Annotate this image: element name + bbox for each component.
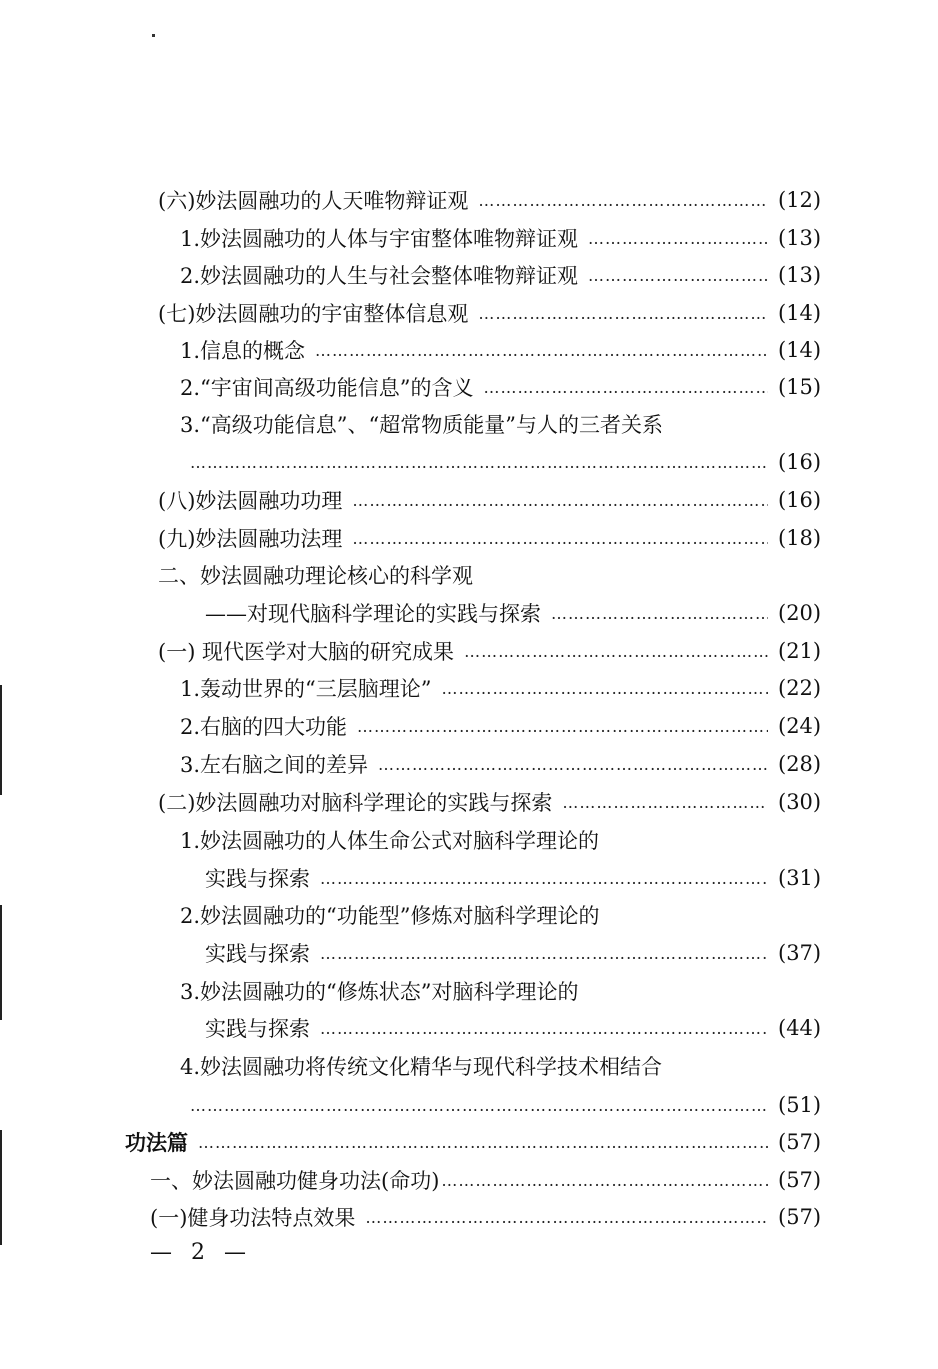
toc-entry-page: (31) (778, 866, 822, 890)
toc-entry-title: 实践与探索 (205, 867, 310, 891)
toc-entry-title: 1.妙法圆融功的人体与宇宙整体唯物辩证观 (180, 227, 579, 251)
toc-entry-title: (一)健身功法特点效果 (150, 1206, 356, 1230)
toc-entry (158, 485, 830, 515)
toc-entry (180, 335, 830, 365)
scan-speck (152, 34, 155, 37)
toc-entry (158, 298, 830, 328)
dot-leader (352, 491, 768, 510)
dot-leader (378, 755, 768, 774)
toc-entry-title: 2.妙法圆融功的“功能型”修炼对脑科学理论的 (180, 904, 600, 928)
toc-entry-page: (12) (778, 188, 822, 212)
toc-entry-continuation (205, 938, 830, 968)
toc-entry (158, 185, 830, 215)
toc-entry-page: (16) (778, 488, 822, 512)
dot-leader (484, 378, 768, 397)
dot-leader (365, 1208, 768, 1227)
toc-entry-page: (15) (778, 375, 822, 399)
dot-leader (315, 341, 768, 360)
toc-entry-title: 3.左右脑之间的差异 (180, 753, 369, 777)
toc-entry-title: (八)妙法圆融功功理 (158, 489, 343, 513)
dot-leader (190, 1096, 768, 1115)
toc-entry-continuation (205, 863, 830, 893)
toc-entry-page: (57) (778, 1205, 822, 1229)
toc-entry-page: (20) (778, 601, 822, 625)
toc-entry-title: 2.“宇宙间高级功能信息”的含义 (180, 376, 474, 400)
dot-leader (588, 266, 768, 285)
toc-entry (180, 409, 830, 439)
toc-entry-page: (51) (778, 1093, 822, 1117)
dot-leader (190, 453, 768, 472)
toc-entry-continuation (190, 1090, 830, 1120)
toc-entry-page: (22) (778, 676, 822, 700)
toc-entry-page: (13) (778, 263, 822, 287)
dot-leader (320, 944, 768, 963)
dot-leader (198, 1133, 768, 1152)
dot-leader (320, 1019, 768, 1038)
dot-leader (464, 642, 768, 661)
toc-entry-title: 实践与探索 (205, 942, 310, 966)
toc-entry-page: (18) (778, 526, 822, 550)
toc-entry (180, 372, 830, 402)
toc-entry (158, 523, 830, 553)
toc-entry-title: (二)妙法圆融功对脑科学理论的实践与探索 (158, 791, 553, 815)
toc-entry-title: (七)妙法圆融功的宇宙整体信息观 (158, 302, 469, 326)
toc-entry-title: 3.妙法圆融功的“修炼状态”对脑科学理论的 (180, 980, 579, 1004)
scan-edge-mark (0, 685, 2, 795)
toc-entry-continuation (190, 447, 830, 477)
toc-entry (150, 1165, 830, 1195)
toc-entry-page: (37) (778, 941, 822, 965)
toc-entry (180, 749, 830, 779)
toc-entry (180, 673, 830, 703)
dot-leader (441, 1171, 768, 1190)
dot-leader (478, 304, 768, 323)
toc-entry-title: 1.轰动世界的“三层脑理论” (180, 677, 432, 701)
toc-entry (180, 711, 830, 741)
page-number: — 2 — (150, 1240, 252, 1265)
dot-leader (320, 869, 768, 888)
toc-entry (180, 1051, 830, 1081)
toc-entry-page: (14) (778, 338, 822, 362)
scan-edge-mark (0, 1130, 2, 1245)
toc-entry-page: (13) (778, 226, 822, 250)
scan-edge-mark (0, 905, 2, 1020)
dot-leader (588, 229, 768, 248)
toc-entry-title: (九)妙法圆融功法理 (158, 527, 343, 551)
dot-leader (357, 717, 768, 736)
toc-part-heading (125, 1127, 830, 1157)
toc-entry-title: (六)妙法圆融功的人天唯物辩证观 (158, 189, 469, 213)
toc-entry-page: (16) (778, 450, 822, 474)
toc-entry (180, 976, 830, 1006)
toc-entry-title: (一) 现代医学对大脑的研究成果 (158, 640, 455, 664)
toc-entry (158, 636, 830, 666)
toc-entry-continuation (205, 1013, 830, 1043)
toc-entry (158, 787, 830, 817)
toc-entry (180, 900, 830, 930)
toc-entry (180, 260, 830, 290)
toc-entry-page: (28) (778, 752, 822, 776)
toc-entry-page: (57) (778, 1168, 822, 1192)
toc-entry-title: 二、妙法圆融功理论核心的科学观 (158, 564, 473, 588)
toc-entry-title: 实践与探索 (205, 1017, 310, 1041)
dot-leader (442, 679, 768, 698)
toc-entry-page: (24) (778, 714, 822, 738)
toc-entry-title: 一、妙法圆融功健身功法(命功) (150, 1169, 440, 1193)
dot-leader (551, 604, 768, 623)
toc-entry-page: (57) (778, 1130, 822, 1154)
toc-entry (180, 223, 830, 253)
toc-entry-page: (14) (778, 301, 822, 325)
toc-entry-title: 4.妙法圆融功将传统文化精华与现代科学技术相结合 (180, 1055, 663, 1079)
toc-entry-page: (44) (778, 1016, 822, 1040)
toc-entry (158, 560, 830, 590)
toc-entry (150, 1202, 830, 1232)
toc-entry-title: 1.妙法圆融功的人体生命公式对脑科学理论的 (180, 829, 600, 853)
toc-entry-title: ——对现代脑科学理论的实践与探索 (205, 602, 541, 626)
toc-entry-title: 1.信息的概念 (180, 339, 306, 363)
toc-entry (180, 825, 830, 855)
toc-entry-page: (30) (778, 790, 822, 814)
toc-entry-page: (21) (778, 639, 822, 663)
dot-leader (478, 191, 768, 210)
dot-leader (352, 529, 768, 548)
toc-entry-title: 2.妙法圆融功的人生与社会整体唯物辩证观 (180, 264, 579, 288)
toc-entry-title: 2.右脑的四大功能 (180, 715, 348, 739)
toc-entry-subtitle (205, 598, 830, 628)
dot-leader (562, 793, 768, 812)
toc-entry-title: 3.“高级功能信息”、“超常物质能量”与人的三者关系 (180, 413, 663, 437)
toc-entry-title: 功法篇 (125, 1130, 188, 1155)
